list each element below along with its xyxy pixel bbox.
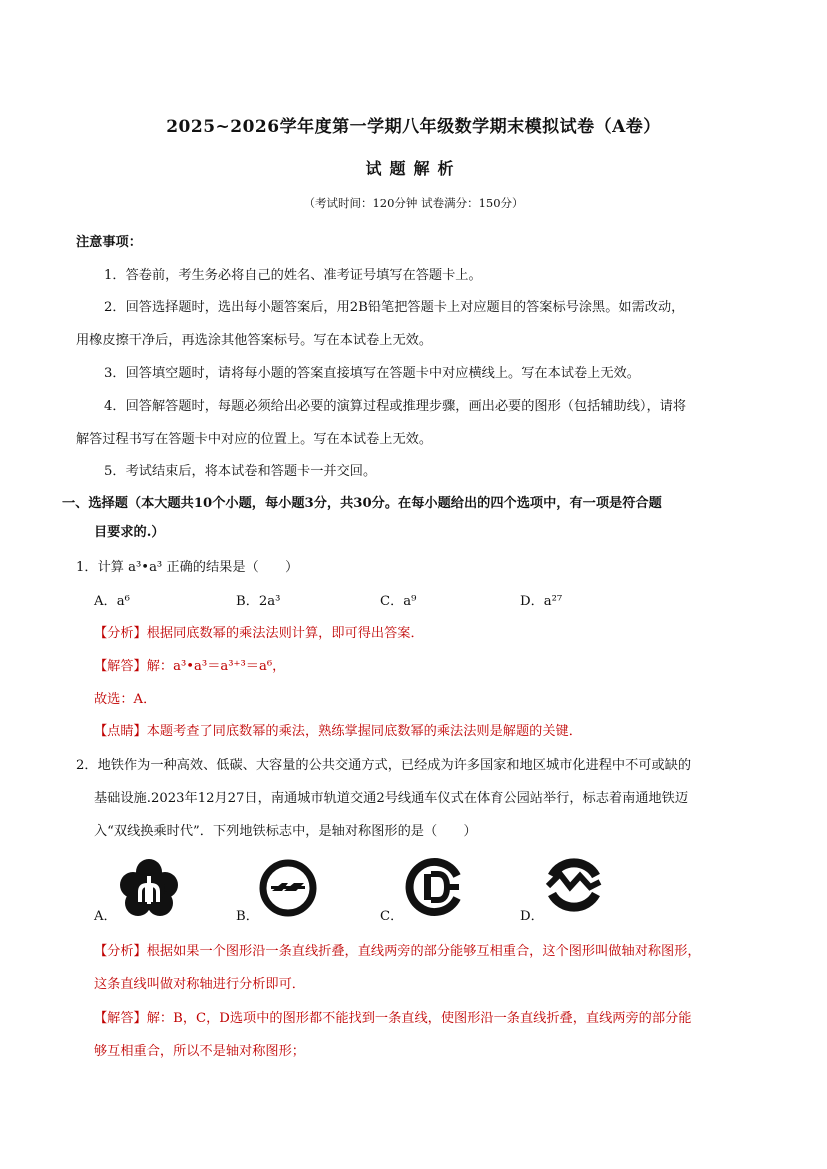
q2-stem-cont-1: 基础设施.2023年12月27日，南通城市轨道交通2号线通车仪式在体育公园站举行，标志着南通地铁迈 bbox=[94, 791, 689, 806]
q1-option-b: B．2a³ bbox=[236, 594, 281, 609]
logo-c-icon bbox=[404, 856, 466, 918]
section-heading: 一、选择题（本大题共10个小题，每小题3分，共30分。在每小题给出的四个选项中，有一项是符合题 bbox=[62, 496, 662, 511]
q2-option-a-label: A． bbox=[94, 909, 117, 924]
exam-info: （考试时间：120分钟 试卷满分：150分） bbox=[303, 196, 524, 210]
notice-item-3: 3．回答填空题时，请将每小题的答案直接填写在答题卡中对应横线上。写在本试卷上无效。 bbox=[104, 366, 640, 381]
q2-stem-cont-2: 入“双线换乘时代”．下列地铁标志中，是轴对称图形的是（ ） bbox=[94, 824, 477, 839]
notice-item-5: 5．考试结束后，将本试卷和答题卡一并交回。 bbox=[104, 464, 377, 479]
q2-option-d-label: D． bbox=[520, 909, 544, 924]
notice-item-1: 1．答卷前，考生务必将自己的姓名、准考证号填写在答题卡上。 bbox=[104, 268, 482, 283]
notice-item-2-cont: 用橡皮擦干净后，再选涂其他答案标号。写在本试卷上无效。 bbox=[76, 333, 433, 348]
logo-a-icon bbox=[118, 858, 180, 918]
q2-stem: 2．地铁作为一种高效、低碳、大容量的公共交通方式，已经成为许多国家和地区城市化进程中不可或缺的 bbox=[76, 758, 692, 773]
notice-item-2: 2．回答选择题时，选出每小题答案后，用2B铅笔把答题卡上对应题目的答案标号涂黑。如需改动， bbox=[104, 300, 685, 315]
notice-item-4: 4．回答解答题时，每题必须给出必要的演算过程或推理步骤，画出必要的图形（包括辅助线），请将 bbox=[104, 399, 687, 414]
notice-item-4-cont: 解答过程书写在答题卡中对应的位置上。写在本试卷上无效。 bbox=[76, 432, 433, 447]
q1-option-a: A．a⁶ bbox=[94, 594, 130, 609]
q1-stem: 1．计算 a³•a³ 正确的结果是（ ） bbox=[76, 560, 299, 575]
page-subtitle: 试题解析 bbox=[365, 159, 462, 178]
logo-d-icon bbox=[543, 854, 605, 916]
section-heading-cont: 目要求的.） bbox=[94, 525, 165, 540]
q2-option-c-label: C． bbox=[380, 909, 404, 924]
q1-option-c: C．a⁹ bbox=[380, 594, 417, 609]
page-title: 2025~2026学年度第一学期八年级数学期末模拟试卷（A卷） bbox=[166, 117, 661, 137]
q2-option-b-label: B． bbox=[236, 909, 259, 924]
q1-comment: 【点睛】本题考查了同底数幂的乘法，熟练掌握同底数幂的乘法法则是解题的关键． bbox=[94, 724, 582, 739]
q2-analysis: 【分析】根据如果一个图形沿一条直线折叠，直线两旁的部分能够互相重合，这个图形叫做轴对称图形， bbox=[94, 944, 701, 959]
q1-solution: 【解答】解：a³•a³＝a³⁺³＝a⁶， bbox=[94, 659, 286, 674]
q2-solution: 【解答】解：B，C，D选项中的图形都不能找到一条直线，使图形沿一条直线折叠，直线两旁的部分能 bbox=[94, 1011, 692, 1026]
q1-analysis: 【分析】根据同底数幂的乘法法则计算，即可得出答案． bbox=[94, 626, 424, 641]
q2-solution-cont: 够互相重合，所以不是轴对称图形； bbox=[94, 1044, 305, 1059]
logo-b-icon bbox=[258, 858, 318, 918]
q1-choice: 故选：A． bbox=[94, 692, 157, 707]
q1-option-d: D．a²⁷ bbox=[520, 594, 563, 609]
notice-heading: 注意事项： bbox=[76, 235, 142, 250]
q2-analysis-cont: 这条直线叫做对称轴进行分析即可． bbox=[94, 977, 305, 992]
